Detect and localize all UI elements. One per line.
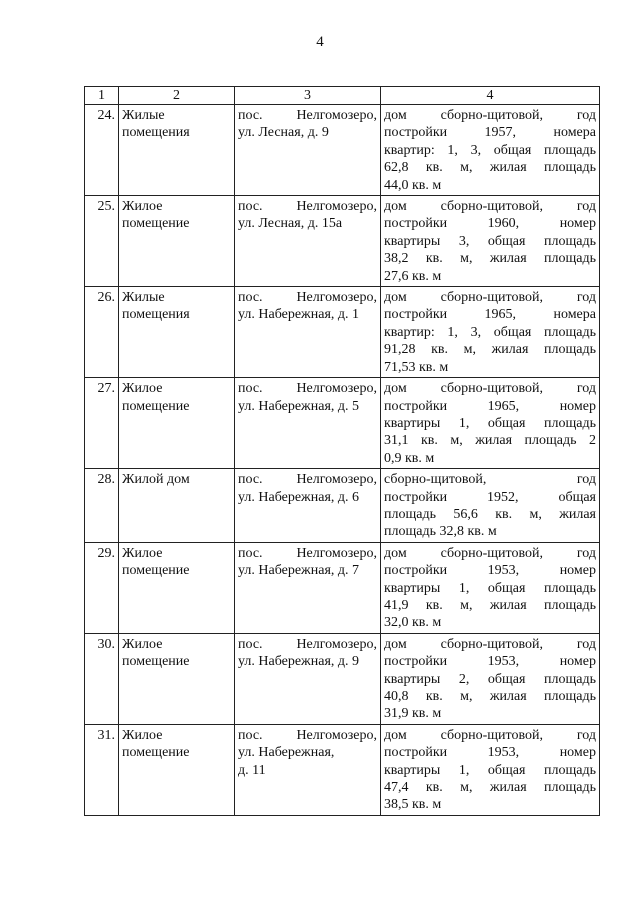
description-line: квартиры 3, общая площадь <box>384 233 596 249</box>
description-line: квартиры 1, общая площадь <box>384 580 596 596</box>
table-row <box>85 105 600 196</box>
property-table <box>84 86 600 816</box>
property-name-line: Жилое <box>122 636 163 652</box>
address-line: ул. Набережная, д. 9 <box>238 654 360 670</box>
address-line: пос. Нелгомозеро, <box>238 381 377 397</box>
description-line: 62,8 кв. м, жилая площадь <box>384 160 596 176</box>
description-line: площадь 56,6 кв. м, жилая <box>384 506 596 522</box>
description-cell <box>381 542 600 633</box>
property-name-cell <box>119 633 235 724</box>
property-name-line: помещения <box>122 307 190 323</box>
row-number: 28. <box>85 469 119 543</box>
property-name-line: Жилое <box>122 381 163 397</box>
property-name-cell <box>119 105 235 196</box>
table-header-row <box>85 87 600 105</box>
row-number: 29. <box>85 542 119 633</box>
table-row <box>85 196 600 287</box>
description-cell <box>381 196 600 287</box>
description-line: 27,6 кв. м <box>384 268 442 284</box>
property-name-line: Жилое <box>122 545 163 561</box>
property-name-cell <box>119 378 235 469</box>
property-name-cell <box>119 724 235 815</box>
description-line: 71,53 кв. м <box>384 359 449 375</box>
address-line: пос. Нелгомозеро, <box>238 545 377 561</box>
description-line: дом сборно-щитовой, год <box>384 727 596 743</box>
description-cell <box>381 633 600 724</box>
address-line: пос. Нелгомозеро, <box>238 636 377 652</box>
address-cell <box>235 469 381 543</box>
address-line: пос. Нелгомозеро, <box>238 290 377 306</box>
address-line: ул. Лесная, д. 15а <box>238 216 343 232</box>
description-line: квартир: 1, 3, общая площадь <box>384 324 596 340</box>
table-body <box>85 105 600 816</box>
property-name-line: помещение <box>122 398 190 414</box>
property-name-line: помещение <box>122 745 190 761</box>
description-line: дом сборно-щитовой, год <box>384 636 596 652</box>
property-name-cell <box>119 469 235 543</box>
row-number: 24. <box>85 105 119 196</box>
property-name-line: помещение <box>122 654 190 670</box>
property-name-line: Жилое <box>122 199 163 215</box>
address-line: ул. Набережная, д. 6 <box>238 489 360 505</box>
description-line: дом сборно-щитовой, год <box>384 381 596 397</box>
address-line: пос. Нелгомозеро, <box>238 727 377 743</box>
description-line: сборно-щитовой, год <box>384 472 596 488</box>
address-line: ул. Набережная, д. 1 <box>238 307 360 323</box>
table-row <box>85 542 600 633</box>
description-line: 44,0 кв. м <box>384 177 442 193</box>
address-line: ул. Набережная, д. 5 <box>238 398 360 414</box>
description-line: квартиры 2, общая площадь <box>384 671 596 687</box>
description-line: 31,9 кв. м <box>384 706 442 722</box>
row-number: 30. <box>85 633 119 724</box>
description-line: постройки 1960, номер <box>384 216 596 232</box>
description-line: 38,2 кв. м, жилая площадь <box>384 251 596 267</box>
address-line: ул. Набережная, <box>238 745 335 761</box>
column-header-1: 1 <box>85 87 119 105</box>
description-line: дом сборно-щитовой, год <box>384 108 596 123</box>
address-cell <box>235 105 381 196</box>
address-line: пос. Нелгомозеро, <box>238 472 377 488</box>
description-line: 31,1 кв. м, жилая площадь 2 <box>384 433 596 449</box>
property-name-line: Жилой дом <box>122 472 190 488</box>
description-line: квартиры 1, общая площадь <box>384 762 596 778</box>
address-cell <box>235 287 381 378</box>
table-row <box>85 633 600 724</box>
row-number: 26. <box>85 287 119 378</box>
address-line: д. 11 <box>238 762 266 778</box>
property-name-cell <box>119 542 235 633</box>
table-row <box>85 469 600 543</box>
property-name-line: Жилое <box>122 727 163 743</box>
address-line: пос. Нелгомозеро, <box>238 199 377 215</box>
address-line: ул. Набережная, д. 7 <box>238 563 360 579</box>
description-line: постройки 1953, номер <box>384 563 596 579</box>
column-header-2: 2 <box>119 87 235 105</box>
page-number: 4 <box>316 34 324 50</box>
description-line: 47,4 кв. м, жилая площадь <box>384 780 596 796</box>
description-line: дом сборно-щитовой, год <box>384 199 596 215</box>
description-line: постройки 1953, номер <box>384 654 596 670</box>
description-cell <box>381 469 600 543</box>
row-number: 27. <box>85 378 119 469</box>
property-name-line: Жилые <box>122 108 165 123</box>
description-line: постройки 1965, номер <box>384 398 596 414</box>
address-cell <box>235 633 381 724</box>
property-name-cell <box>119 287 235 378</box>
description-line: постройки 1957, номера <box>384 125 596 141</box>
description-cell <box>381 287 600 378</box>
row-number: 25. <box>85 196 119 287</box>
description-cell <box>381 105 600 196</box>
property-name-cell <box>119 196 235 287</box>
property-name-line: Жилые <box>122 290 165 306</box>
address-line: пос. Нелгомозеро, <box>238 108 377 123</box>
description-line: 38,5 кв. м <box>384 797 442 813</box>
description-line: квартир: 1, 3, общая площадь <box>384 142 596 158</box>
description-line: постройки 1965, номера <box>384 307 596 323</box>
table-row <box>85 724 600 815</box>
property-name-line: помещение <box>122 563 190 579</box>
description-line: дом сборно-щитовой, год <box>384 290 596 306</box>
address-cell <box>235 724 381 815</box>
description-line: 41,9 кв. м, жилая площадь <box>384 597 596 613</box>
description-line: постройки 1952, общая <box>384 489 596 505</box>
description-line: 40,8 кв. м, жилая площадь <box>384 689 596 704</box>
column-header-3: 3 <box>235 87 381 105</box>
description-cell <box>381 378 600 469</box>
description-cell <box>381 724 600 815</box>
address-line: ул. Лесная, д. 9 <box>238 125 329 141</box>
address-cell <box>235 378 381 469</box>
description-line: площадь 32,8 кв. м <box>384 524 497 540</box>
description-line: дом сборно-щитовой, год <box>384 545 596 561</box>
description-line: 91,28 кв. м, жилая площадь <box>384 342 596 358</box>
column-header-4: 4 <box>381 87 600 105</box>
address-cell <box>235 542 381 633</box>
property-name-line: помещения <box>122 125 190 141</box>
description-line: квартиры 1, общая площадь <box>384 415 596 431</box>
property-name-line: помещение <box>122 216 190 232</box>
description-line: 0,9 кв. м <box>384 450 435 466</box>
address-cell <box>235 196 381 287</box>
row-number: 31. <box>85 724 119 815</box>
description-line: 32,0 кв. м <box>384 615 442 631</box>
table-row <box>85 287 600 378</box>
description-line: постройки 1953, номер <box>384 745 596 761</box>
table-row <box>85 378 600 469</box>
